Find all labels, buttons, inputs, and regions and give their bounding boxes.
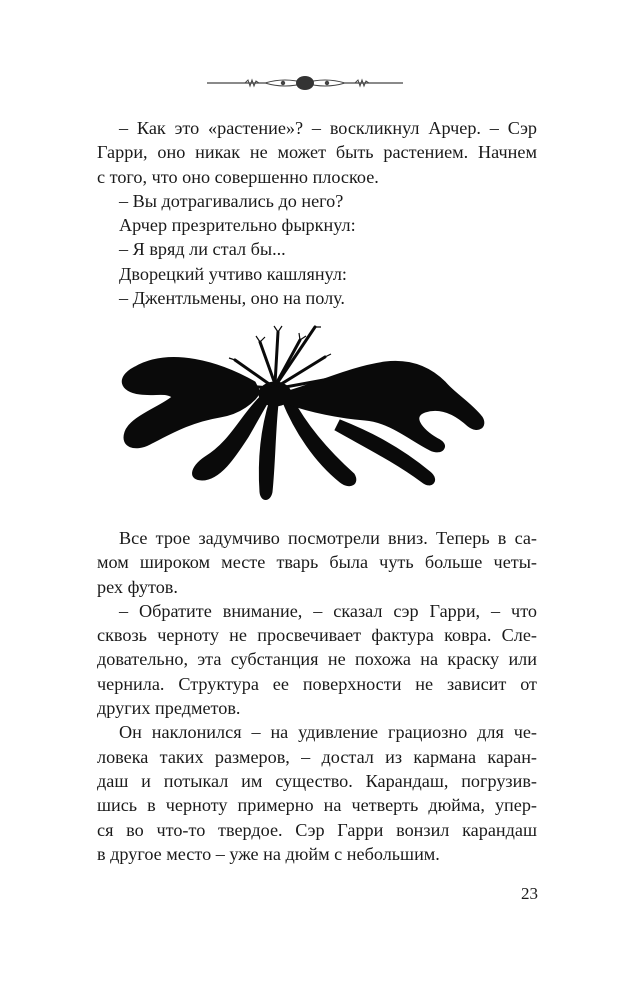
text-line: Все трое задумчиво посмотрели вниз. Теперь в са- xyxy=(119,528,537,548)
text-line: чернила. Структура ее поверхности не зависит от xyxy=(97,673,537,694)
text-line: – Обратите внимание, – сказал сэр Гарри, – что xyxy=(119,600,537,621)
text-line: Он наклонился – на удивление грациозно для че- xyxy=(119,722,537,743)
text-line: ся во что-то твердое. Сэр Гарри вонзил карандаш xyxy=(97,819,537,840)
text-line: в другое место – уже на дюйм с небольшим. xyxy=(97,843,440,864)
text-block-bottom xyxy=(97,526,537,866)
text-line: даш и потыкал им существо. Карандаш, погрузив- xyxy=(97,770,537,791)
text-line: с того, что оно совершенно плоское. xyxy=(97,166,379,187)
text-line: – Я вряд ли стал бы... xyxy=(119,239,286,260)
text-line: – Джентльмены, оно на полу. xyxy=(119,288,345,309)
text-line: других предметов. xyxy=(97,698,241,719)
text-line: ловека таких размеров, – достал из кармана каран- xyxy=(97,746,537,767)
page-number: 23 xyxy=(521,884,538,903)
text-line: рех футов. xyxy=(97,576,178,597)
black-creature-blot-icon xyxy=(110,322,490,512)
text-line: сквозь черноту не просвечивает фактура ковра. Сле- xyxy=(97,625,537,646)
text-block-top xyxy=(97,116,537,310)
text-line: Гарри, оно никак не может быть растением. Начнем xyxy=(97,142,537,163)
text-line: – Вы дотрагивались до него? xyxy=(119,190,344,211)
text-line: Дворецкий учтиво кашлянул: xyxy=(119,263,347,284)
ornamental-divider-icon xyxy=(205,72,405,94)
text-line: мом широком месте тварь была чуть больше четы- xyxy=(97,552,537,573)
text-line: Арчер презрительно фыркнул: xyxy=(119,215,356,236)
text-line: довательно, эта субстанция не похожа на краску или xyxy=(97,649,537,670)
text-line: шись в черноту примерно на четверть дюйма, упер- xyxy=(97,795,537,816)
text-line: – Как это «растение»? – воскликнул Арчер. – Сэр xyxy=(119,118,537,138)
